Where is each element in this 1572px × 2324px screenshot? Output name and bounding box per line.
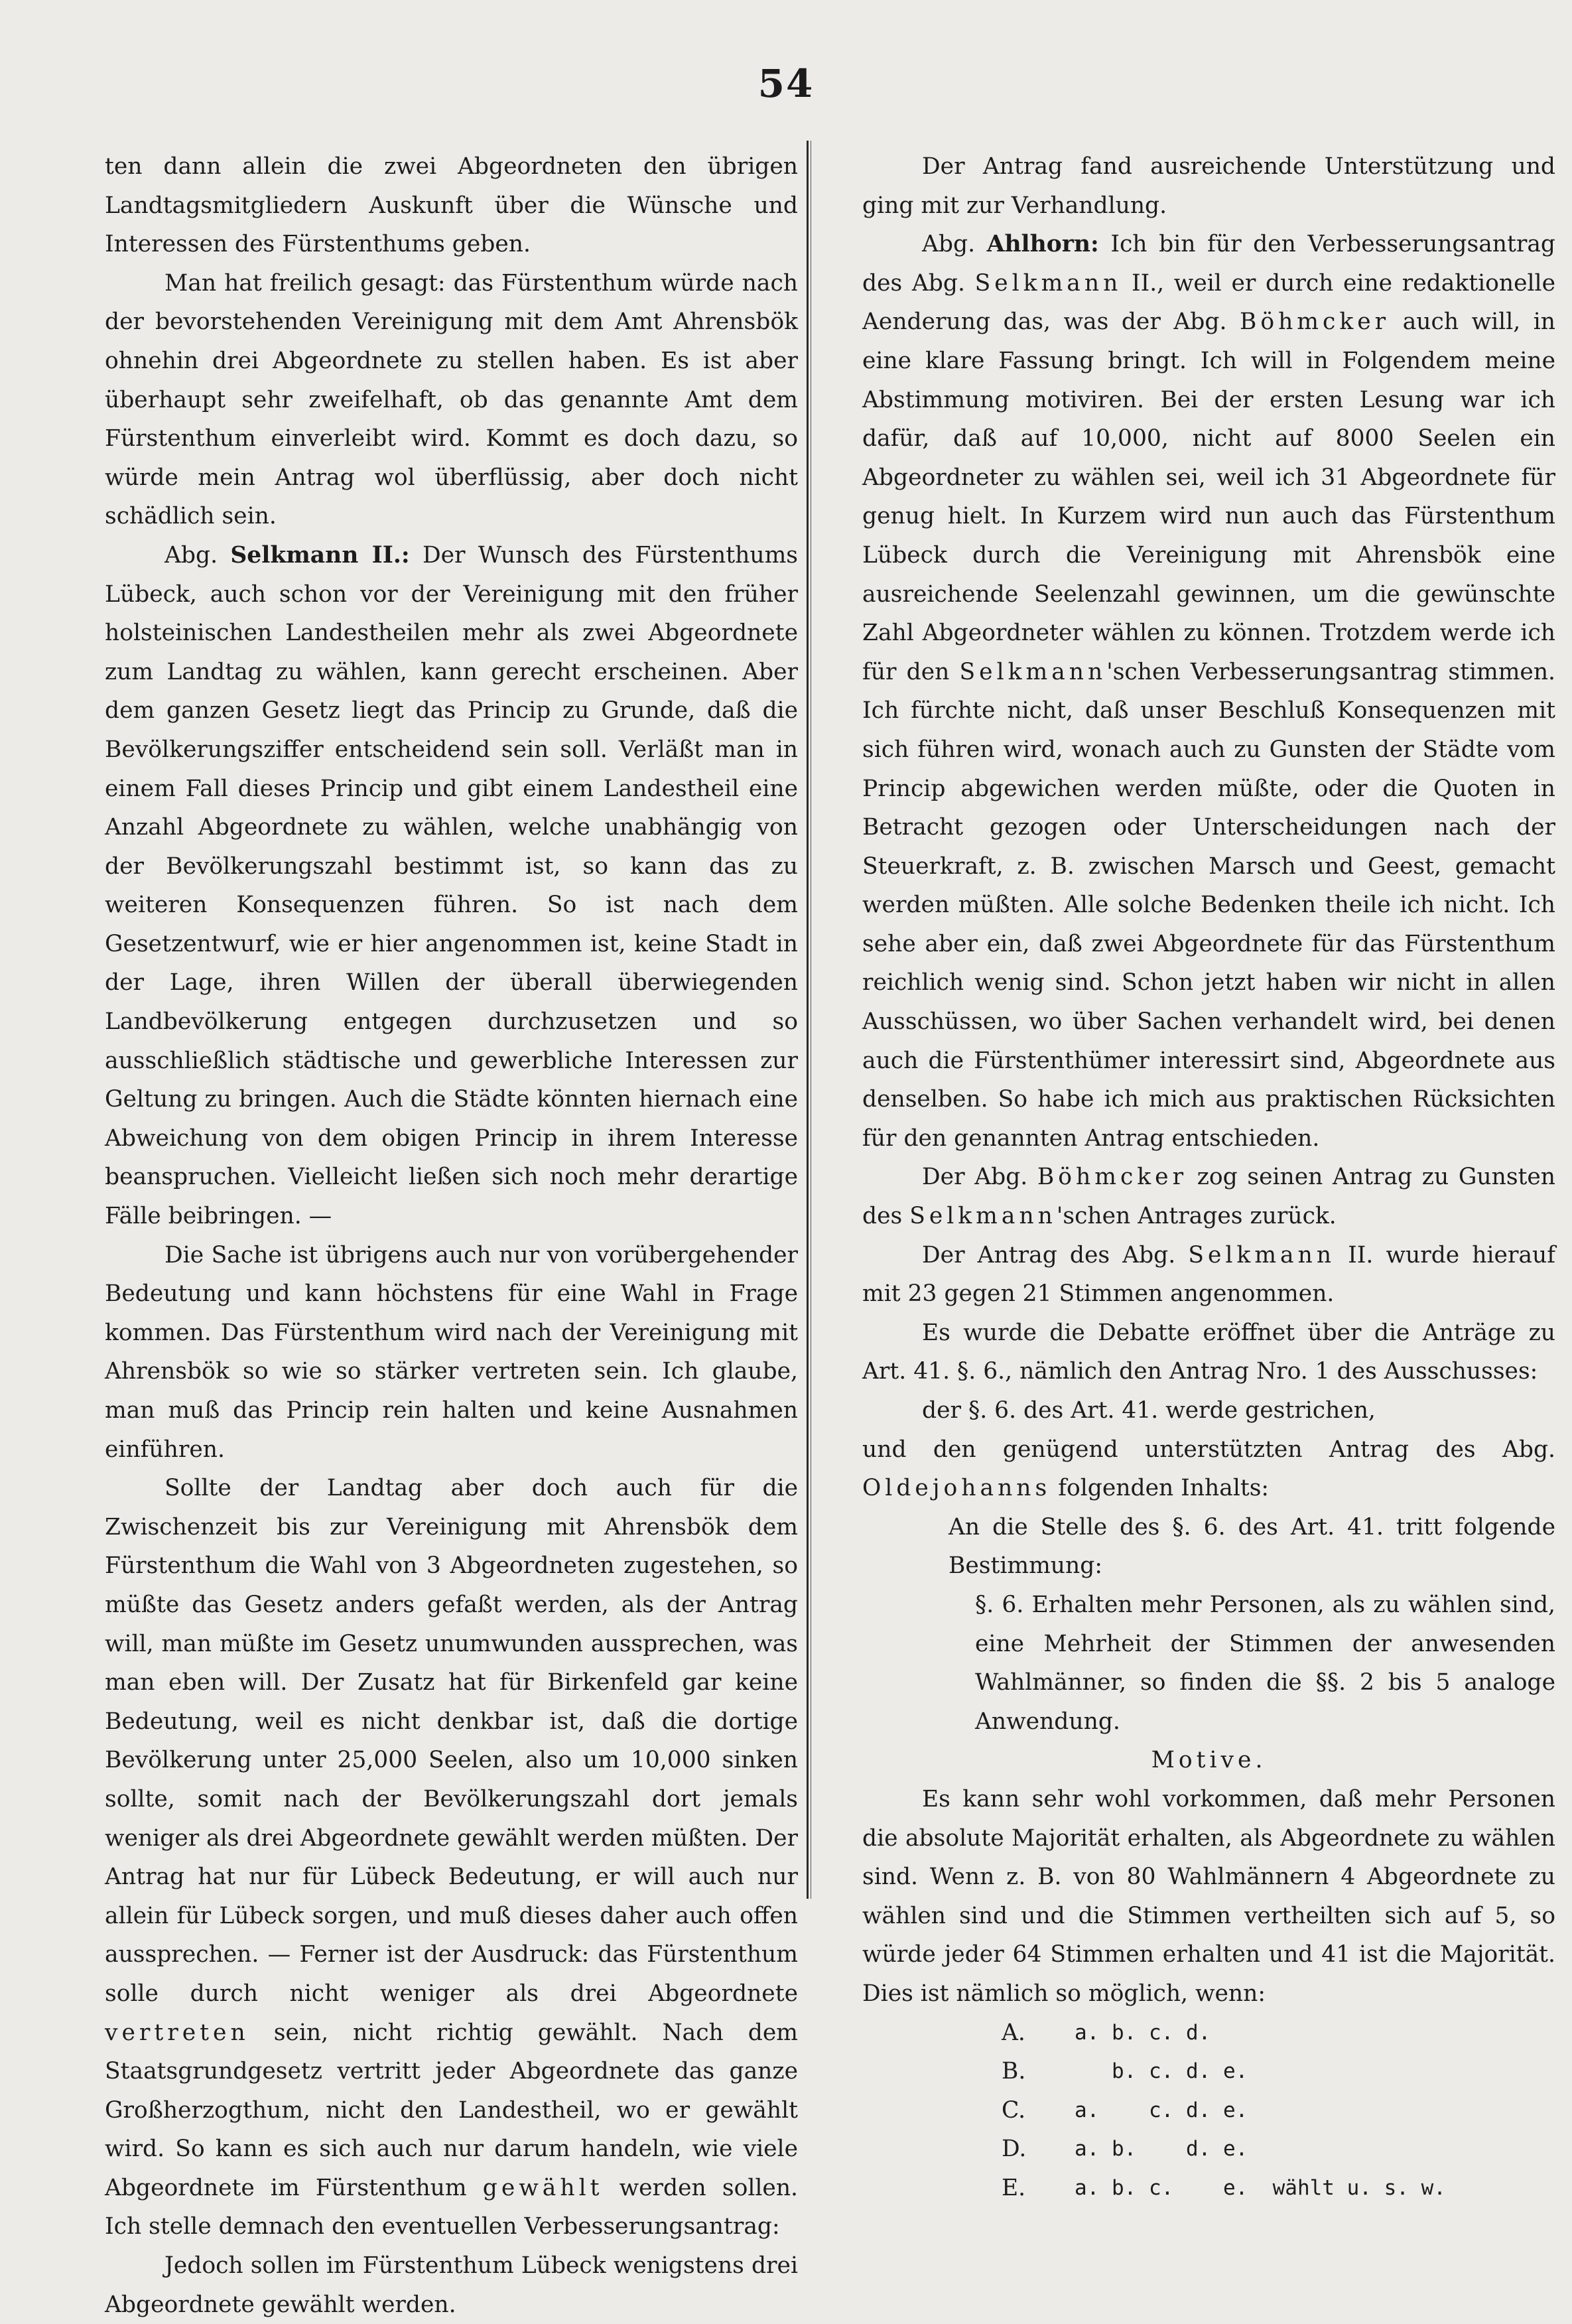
text-run: werden sollen. Ich stelle demnach den eventuellen Verbesserungsantrag: <box>105 2174 799 2240</box>
text-run: Der Abg. <box>922 1164 1028 1191</box>
text-run: 'schen Verbesserungsantrag stimmen. Ich fürchte nicht, daß unser Beschluß Konsequenzen mit sich führen wird, wonach auch zu Gunsten der Städte vom Princip abgewichen werden müßte, oder die Quoten in Betracht gezogen oder Unterscheidungen nach der Steuerkraft, z. B. zwischen Marsch und Geest, gemacht werden müßten. Alle solche Bedenken theile ich nicht. Ich sehe aber ein, daß zwei Abgeordnete für das Fürstenthum reichlich wenig sind. Schon jetzt haben wir nicht in allen Ausschüssen, wo über Sachen verhandelt wird, bei denen auch die Fürstenthümer interessirt sind, Abgeordnete aus denselben. So habe ich mich aus praktischen Rücksichten für den genannten Antrag entschieden. <box>862 658 1556 1152</box>
paragraph <box>862 1158 1555 1235</box>
speaker-name: Ahlhorn: <box>986 231 1099 258</box>
list-value: b. c. d. e. <box>1075 2059 1248 2084</box>
list-item <box>1002 2169 1555 2208</box>
spaced-word: Oldejohanns <box>862 1475 1051 1502</box>
list-value: a. b. d. e. <box>1075 2137 1248 2161</box>
list-key: E. <box>1002 2174 1026 2201</box>
left-column <box>105 147 798 2324</box>
speech-paragraph <box>105 536 798 1236</box>
list-key: A. <box>1002 2019 1025 2046</box>
text-run: Der Antrag des Abg. <box>922 1241 1176 1268</box>
paragraph: ten dann allein die zwei Abgeordneten den übrigen Landtagsmitgliedern Auskunft über die Wünsche und Interessen des Fürstenthums geben. <box>105 153 798 258</box>
paragraph <box>862 1236 1555 1314</box>
list-item <box>1002 2052 1555 2091</box>
motion-text: der §. 6. des Art. 41. werde gestrichen, <box>922 1397 1376 1424</box>
motion-text: §. 6. Erhalten mehr Personen, als zu wählen sind, eine Mehrheit der Stimmen der anwesenden Wahlmänner, so finden die §§. 2 bis 5 analoge Anwendung. <box>975 1591 1555 1735</box>
list-item <box>1002 2091 1555 2130</box>
text-run: sein, nicht richtig gewählt. Nach dem Staatsgrundgesetz vertritt jeder Abgeordnete das ganze Großherzogthum, nicht den Landestheil, wo er gewählt wird. So kann es sich auch nur darum handeln, wie viele Abgeordnete im Fürstenthum <box>105 2019 798 2201</box>
list-key: C. <box>1002 2096 1026 2124</box>
right-column <box>862 147 1555 2207</box>
text-run: Ich bin für den Verbesserungsantrag des Abg. <box>862 231 1556 297</box>
paragraph: Es wurde die Debatte eröffnet über die Anträge zu Art. 41. §. 6., nämlich den Antrag Nro. 1 des Ausschusses: <box>862 1319 1555 1385</box>
spaced-word: Selkmann <box>959 658 1107 685</box>
text-run: II. wurde hierauf mit 23 gegen 21 Stimmen angenommen. <box>862 1241 1556 1308</box>
text-run: zog seinen Antrag zu Gunsten des <box>862 1164 1556 1230</box>
text-run: auch will, in eine klare Fassung bringt. Ich will in Folgendem meine Abstimmung motiviren. Bei der ersten Lesung war ich dafür, daß auf 10,000, nicht auf 8000 Seelen ein Abgeordneter zu wählen sei, weil ich 31 Abgeordnete für genug hielt. In Kurzem wird nun auch das Fürstenthum Lübeck durch die Vereinigung mit Ahrensbök eine ausreichende Seelenzahl gewinnen, um die gewünschte Zahl Abgeordneter wählen zu können. Trotzdem werde ich für den <box>862 308 1555 685</box>
page-number: 54 <box>757 61 815 106</box>
speaker-name: Selkmann II.: <box>230 541 410 569</box>
speaker-prefix: Abg. <box>922 231 976 258</box>
spaced-word: Selkmann <box>974 269 1122 297</box>
column-divider <box>807 141 809 1899</box>
spaced-word: Selkmann <box>909 1203 1057 1230</box>
speech-paragraph <box>862 225 1555 1158</box>
spaced-word: Selkmann <box>1188 1241 1336 1268</box>
text-run: und den genügend unterstützten Antrag des Abg. <box>862 1436 1555 1463</box>
spaced-word: Böhmcker <box>1037 1164 1188 1191</box>
paragraph <box>105 1469 798 2246</box>
paragraph: Der Antrag fand ausreichende Unterstützung und ging mit zur Verhandlung. <box>862 153 1555 219</box>
proposal-text: Jedoch sollen im Fürstenthum Lübeck wenigstens drei Abgeordnete gewählt werden. <box>105 2252 798 2318</box>
list-key: D. <box>1002 2136 1027 2163</box>
spaced-word: Böhmcker <box>1239 308 1390 336</box>
spaced-word: gewählt <box>482 2174 604 2201</box>
paragraph: Die Sache ist übrigens auch nur von vorübergehender Bedeutung und kann höchstens für eine Wahl in Frage kommen. Das Fürstenthum wird nach der Vereinigung mit Ahrensbök so wie so stärker vertreten sein. Ich glaube, man muß das Princip rein halten und keine Ausnahmen einführen. <box>105 1241 798 1463</box>
list-value: a. b. c. e. wählt u. s. w. <box>1075 2175 1446 2200</box>
spaced-word: vertreten <box>105 2019 249 2046</box>
list-key: B. <box>1002 2058 1026 2085</box>
text-run: Sollte der Landtag aber doch auch für die Zwischenzeit bis zur Vereinigung mit Ahrensbök dem Fürstenthum die Wahl von 3 Abgeordneten zugestehen, so müßte das Gesetz anders gefaßt werden, als der Antrag will, man müßte im Gesetz unumwunden aussprechen, was man eben will. Der Zusatz hat für Birkenfeld gar keine Bedeutung, weil es nicht denkbar ist, daß die dortige Bevölkerung unter 25,000 Seelen, also um 10,000 sinken sollte, somit nach der Bevölkerungszahl dort jemals weniger als drei Abgeordnete gewählt werden müßten. Der Antrag hat nur für Lübeck Bedeutung, er will auch nur allein für Lübeck sorgen, und muß dieses daher auch offen aussprechen. — Ferner ist der Ausdruck: das Fürstenthum solle durch nicht weniger als drei Abgeordnete <box>105 1475 798 2007</box>
list-value: a. b. c. d. <box>1075 2020 1211 2045</box>
speech-text: Der Wunsch des Fürstenthums Lübeck, auch schon vor der Vereinigung mit den früher holsteinischen Landestheilen mehr als zwei Abgeordnete zum Landtag zu wählen, kann gerecht erscheinen. Aber dem ganzen Gesetz liegt das Princip zu Grunde, daß die Bevölkerungsziffer entscheidend sein soll. Verläßt man in einem Fall dieses Princip und gibt einem Landestheil eine Anzahl Abgeordnete zu wählen, welche unabhängig von der Bevölkerungszahl bestimmt ist, so kann das zu weiteren Konsequenzen führen. So ist nach dem Gesetzentwurf, wie er hier angenommen ist, keine Stadt in der Lage, ihren Willen der überall überwiegenden Landbevölkerung entgegen durchzusetzen und so ausschließlich städtische und gewerbliche Interessen zur Geltung zu bringen. Auch die Städte könnten hiernach eine Abweichung von dem obigen Princip in ihrem Interesse beanspruchen. Vielleicht ließen sich noch mehr derartige Fälle beibringen. — <box>105 541 798 1230</box>
list-item <box>1002 2014 1555 2053</box>
speaker-prefix: Abg. <box>164 541 218 569</box>
list-item <box>1002 2130 1555 2169</box>
motion-text: An die Stelle des §. 6. des Art. 41. tritt folgende Bestimmung: <box>949 1513 1555 1580</box>
paragraph: Man hat freilich gesagt: das Fürstenthum würde nach der bevorstehenden Vereinigung mit dem Amt Ahrensbök ohnehin drei Abgeordnete zu stellen haben. Es ist aber überhaupt sehr zweifelhaft, ob das genannte Amt dem Fürstenthum einverleibt wird. Kommt es doch dazu, so würde mein Antrag wol überflüssig, aber doch nicht schädlich sein. <box>105 269 798 530</box>
list-value: a. c. d. e. <box>1075 2098 1248 2122</box>
paragraph <box>862 1430 1555 1508</box>
section-heading: Motive. <box>1151 1747 1267 1774</box>
paragraph: Es kann sehr wohl vorkommen, daß mehr Personen die absolute Majorität erhalten, als Abgeordnete zu wählen sind. Wenn z. B. von 80 Wahlmännern 4 Abgeordnete zu wählen sind und die Stimmen vertheilten sich auf 5, so würde jeder 64 Stimmen erhalten und 41 ist die Majorität. Dies ist nämlich so möglich, wenn: <box>862 1785 1555 2007</box>
vote-table <box>1002 2014 1555 2208</box>
text-run: folgenden Inhalts: <box>1058 1475 1270 1502</box>
text-run: II., weil er durch eine redaktionelle Aenderung das, was der Abg. <box>862 269 1556 336</box>
text-run: 'schen Antrages zurück. <box>1056 1203 1337 1230</box>
